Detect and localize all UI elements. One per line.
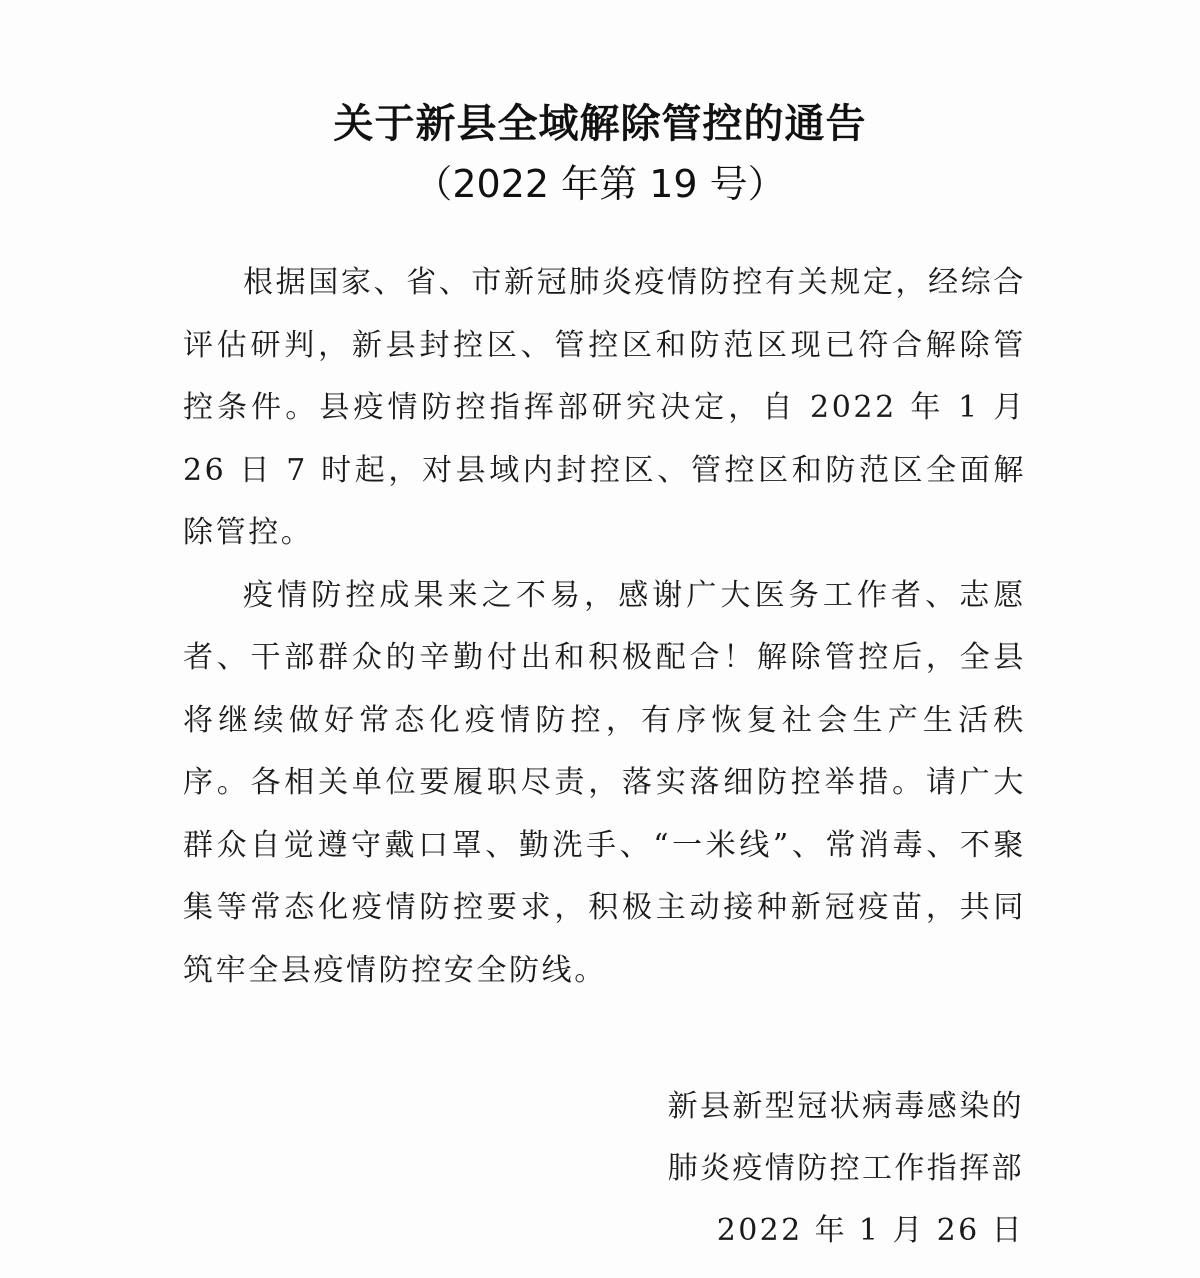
body-paragraph-2: 疫情防控成果来之不易，感谢广大医务工作者、志愿者、干部群众的辛勤付出和积极配合！解除管控后，全县将继续做好常态化疫情防控，有序恢复社会生产生活秩序。各相关单位要履职尽责，落实落细防控举措。请广大群众自觉遵守戴口罩、勤洗手、“一米线”、常消毒、不聚集等常态化疫情防控要求，积极主动接种新冠疫苗，共同筑牢全县疫情防控安全防线。 (183, 577, 1026, 988)
notice-title: 关于新县全域解除管控的通告 (333, 101, 867, 147)
issue-date: 2022 年 1 月 26 日 (716, 1213, 1024, 1248)
body-paragraph-1: 根据国家、省、市新冠肺炎疫情防控有关规定，经综合评估研判，新县封控区、管控区和防范区现已符合解除管控条件。县疫情防控指挥部研究决定，自 2022 年 1 月 26 日 7 时起，对县域内封控区、管控区和防范区全面解除管控。 (183, 265, 1026, 550)
issuer-line-1: 新县新型冠状病毒感染的 (667, 1089, 1024, 1124)
issuer-line-2: 肺炎疫情防控工作指挥部 (667, 1151, 1024, 1186)
signature-block (668, 1076, 1024, 1262)
notice-body (183, 252, 1026, 1002)
notice-number: （2022 年第 19 号） (414, 162, 786, 206)
